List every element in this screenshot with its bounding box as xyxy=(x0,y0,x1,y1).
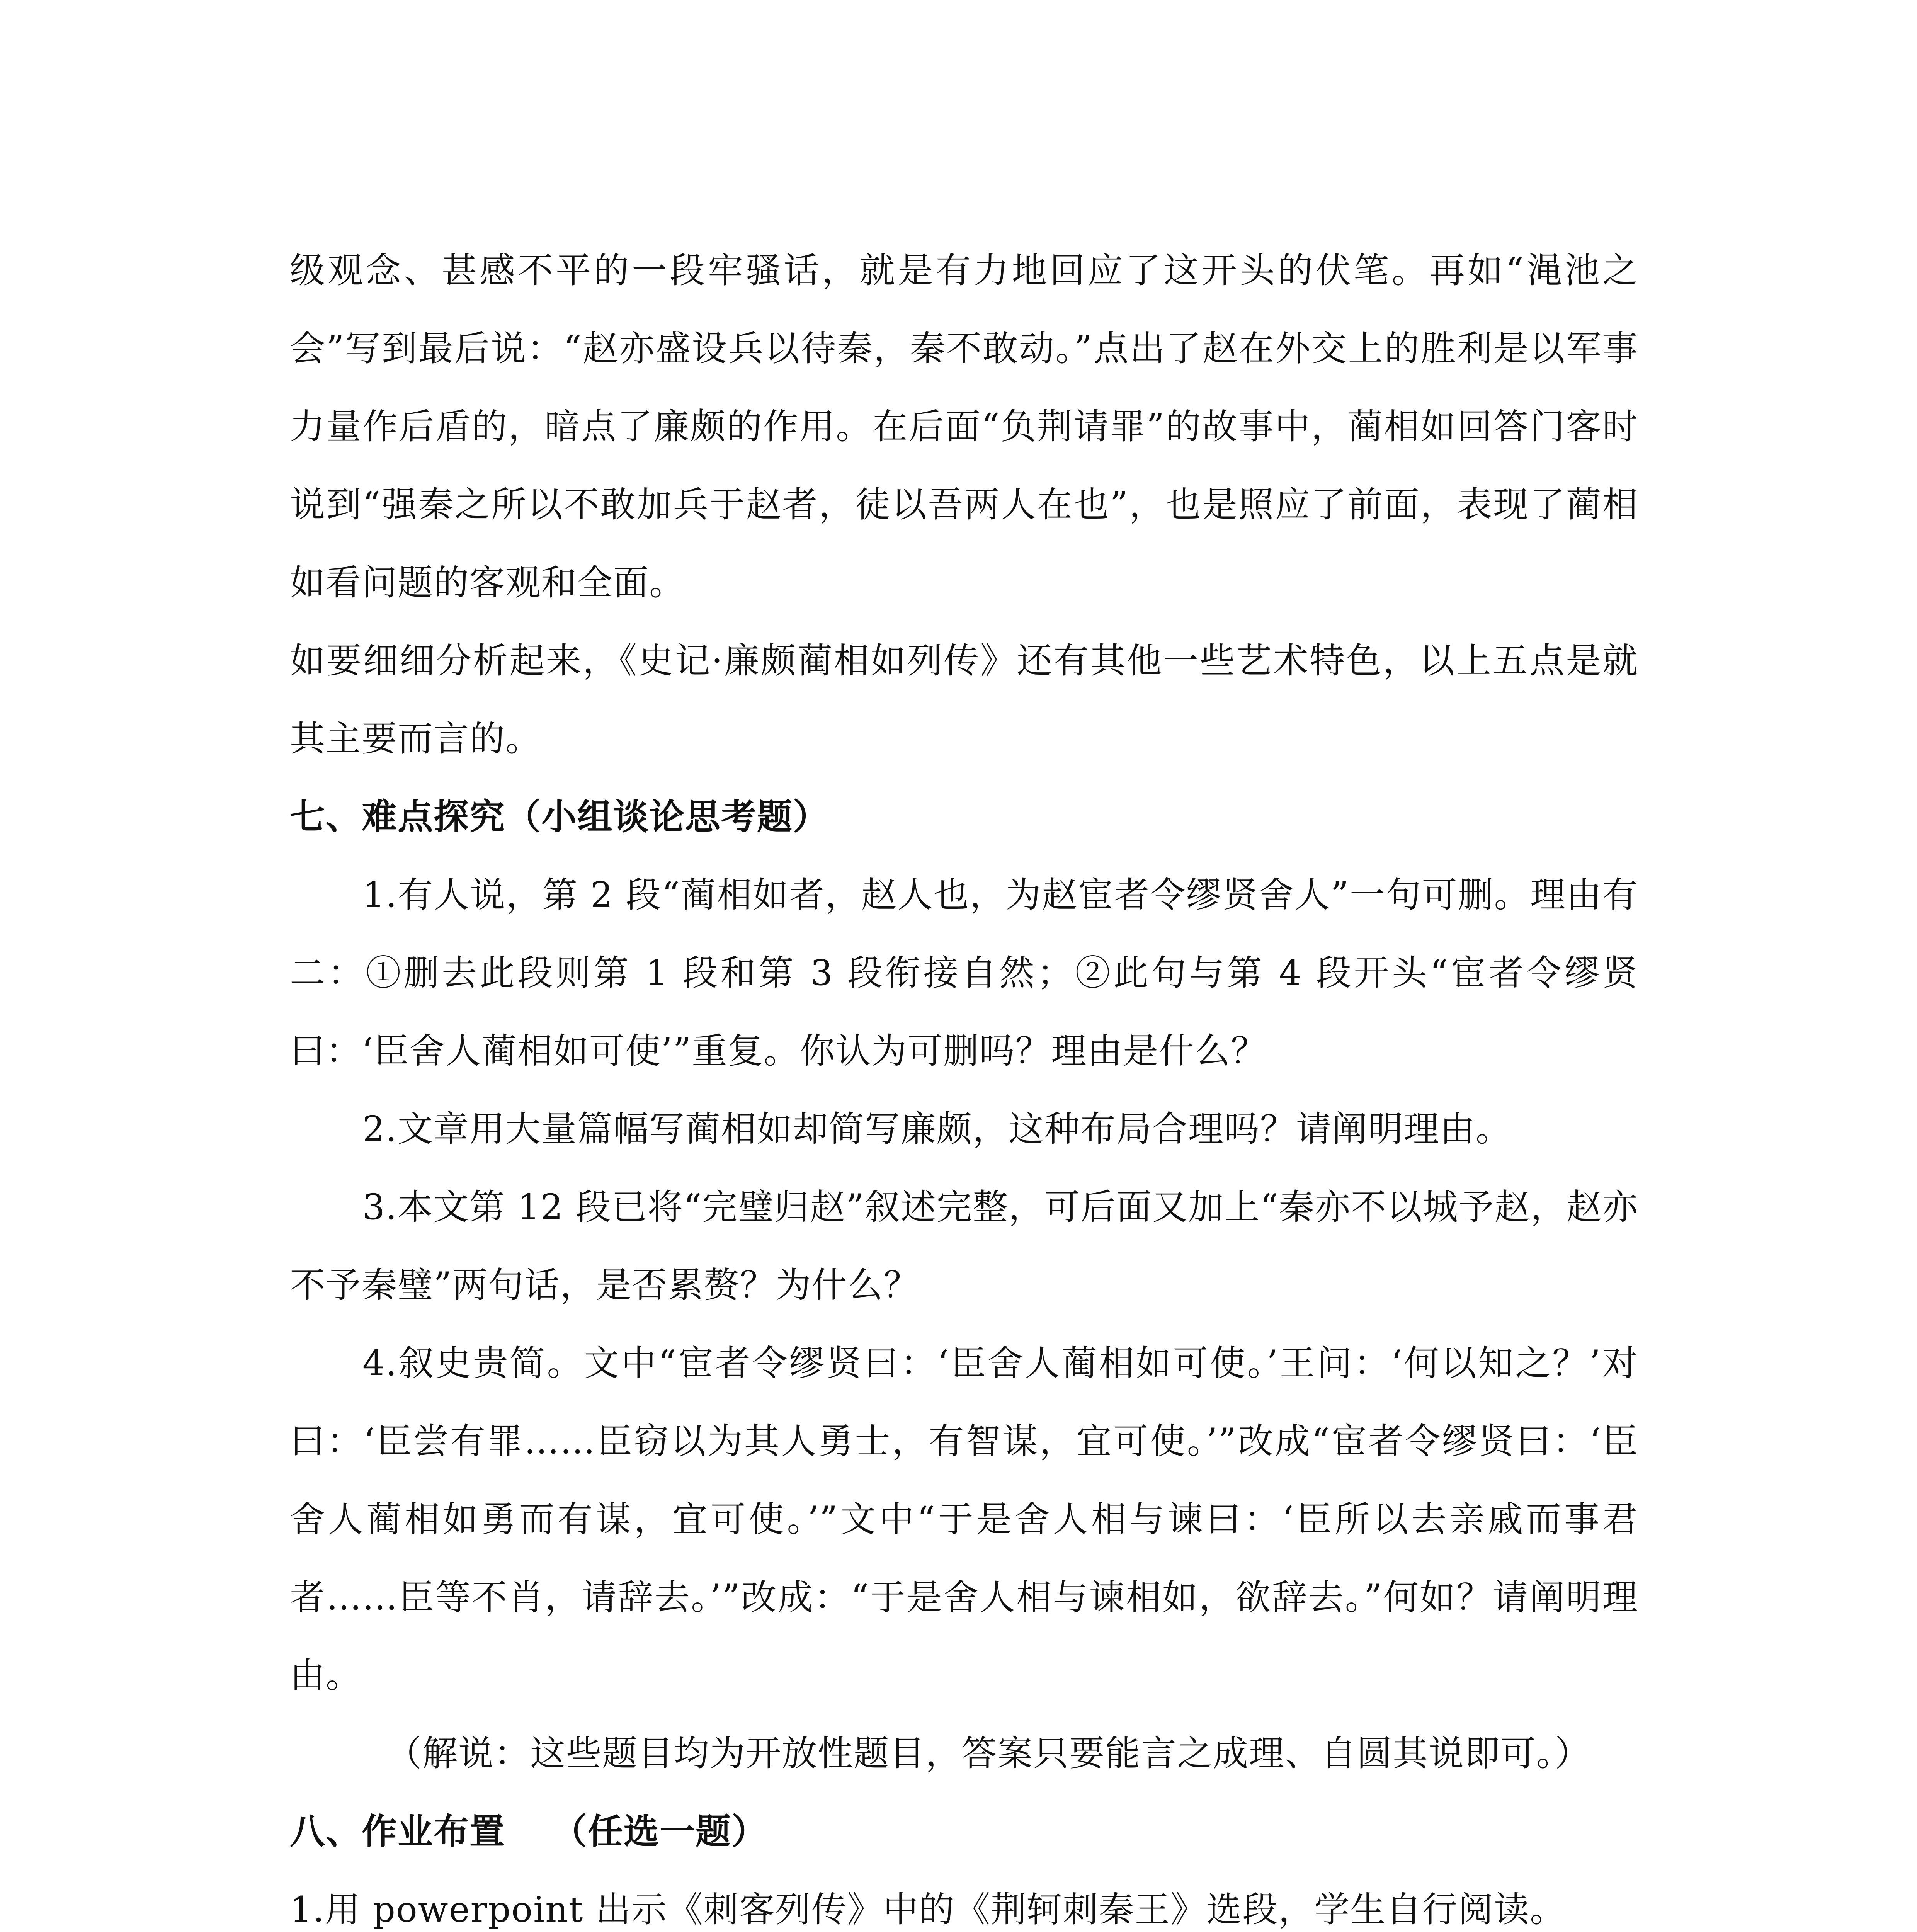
question-3: 3.本文第 12 段已将“完璧归赵”叙述完整，可后面又加上“秦亦不以城予赵，赵亦不予秦璧”两句话，是否累赘？为什么？ xyxy=(290,1187,1638,1306)
question-1: 1.有人说，第 2 段“蔺相如者，赵人也，为赵宦者令缪贤舍人”一句可删。理由有二：①删去此段则第 1 段和第 3 段衔接自然；②此句与第 4 段开头“宦者令缪贤曰：‘臣舍人蔺相如可使’”重复。你认为可删吗？理由是什么？ xyxy=(290,875,1638,1071)
section6-summary-paragraph: 如要细细分析起来，《史记·廉颇蔺相如列传》还有其他一些艺术特色，以上五点是就其主要而言的。 xyxy=(290,641,1638,759)
page-content xyxy=(290,232,1638,1932)
section8-heading-sub: （任选一题） xyxy=(552,1811,768,1852)
question-2: 2.文章用大量篇幅写蔺相如却简写廉颇，这种布局合理吗？请阐明理由。 xyxy=(362,1109,1512,1150)
section6-continuation-paragraph: 级观念、甚感不平的一段牢骚话，就是有力地回应了这开头的伏笔。再如“渑池之会”写到最后说：“赵亦盛设兵以待秦，秦不敢动。”点出了赵在外交上的胜利是以军事力量作后盾的，暗点了廉颇的作用。在后面“负荆请罪”的故事中，蔺相如回答门客时说到“强秦之所以不敢加兵于赵者，徒以吾两人在也”，也是照应了前面，表现了蔺相如看问题的客观和全面。 xyxy=(290,250,1638,603)
question-4: 4.叙史贵简。文中“宦者令缪贤曰：‘臣舍人蔺相如可使。’王问：‘何以知之？’对曰：‘臣尝有罪……臣窃以为其人勇士，有智谋，宜可使。’”改成“宦者令缪贤曰：‘臣舍人蔺相如勇而有谋，宜可使。’”文中“于是舍人相与谏曰：‘臣所以去亲戚而事君者……臣等不肖，请辞去。’”改成：“于是舍人相与谏相如，欲辞去。”何如？请阐明理由。 xyxy=(290,1343,1638,1696)
questions-note: （解说：这些题目均为开放性题目，答案只要能言之成理、自圆其说即可。） xyxy=(386,1733,1591,1774)
section8-heading xyxy=(290,1793,1638,1871)
task-1-intro: 1.用 powerpoint 出示《刺客列传》中的《荆轲刺秦王》选段，学生自行阅读。 xyxy=(290,1889,1566,1930)
section8-heading-main: 八、作业布置 xyxy=(290,1811,506,1852)
section7-heading: 七、难点探究（小组谈论思考题） xyxy=(290,797,829,837)
